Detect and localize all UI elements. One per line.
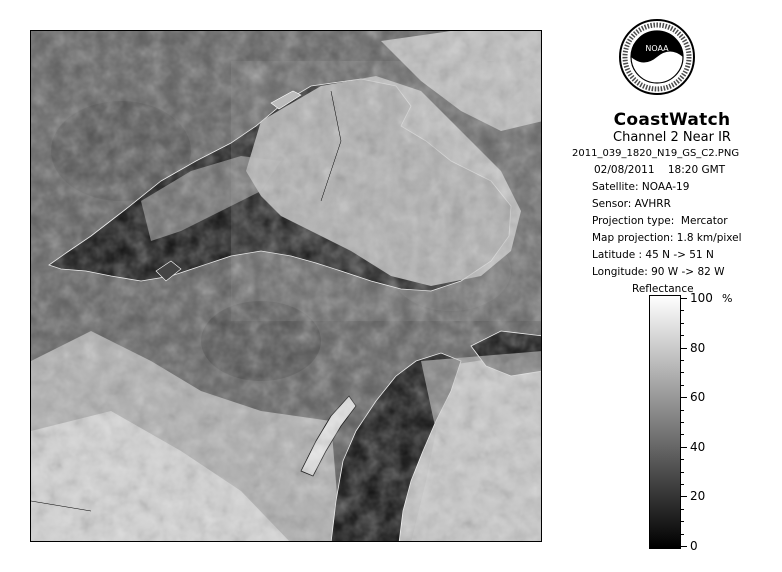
longitude-label: Longitude: 90 W -> 82 W: [592, 266, 725, 278]
colorbar-minor-tick: [681, 372, 684, 373]
colorbar-minor-tick: [681, 484, 684, 485]
colorbar-tick: [681, 546, 687, 547]
filename-label: 2011_039_1820_N19_GS_C2.PNG: [572, 148, 740, 159]
colorbar-minor-tick: [681, 410, 684, 411]
colorbar-tick-label: 20: [690, 489, 706, 504]
colorbar-tick-label: 100: [690, 291, 713, 305]
colorbar-minor-tick: [681, 521, 684, 522]
colorbar-minor-tick: [681, 310, 684, 311]
colorbar-tick: [681, 397, 687, 398]
colorbar-minor-tick: [681, 422, 684, 423]
colorbar-tick-label: 40: [690, 439, 706, 454]
satellite-label: Satellite: NOAA-19: [592, 181, 690, 193]
satellite-map: [30, 30, 542, 542]
colorbar-minor-tick: [681, 385, 684, 386]
colorbar-minor-tick: [681, 335, 684, 336]
colorbar-tick: [681, 496, 687, 497]
app-title: CoastWatch: [613, 110, 731, 130]
latitude-label: Latitude : 45 N -> 51 N: [592, 249, 714, 261]
noaa-logo-icon: [618, 18, 696, 96]
colorbar-minor-tick: [681, 509, 684, 510]
colorbar-minor-tick: [681, 459, 684, 460]
colorbar-minor-tick: [681, 360, 684, 361]
colorbar-tick: [681, 298, 687, 299]
channel-subtitle: Channel 2 Near IR: [613, 130, 731, 145]
satellite-image: [31, 31, 542, 542]
colorbar-minor-tick: [681, 323, 684, 324]
colorbar-title: Reflectance: [632, 283, 694, 295]
reflectance-colorbar: [649, 295, 681, 549]
colorbar-unit: %: [722, 292, 733, 305]
map-projection-label: Map projection: 1.8 km/pixel: [592, 232, 742, 244]
colorbar-tick: [681, 348, 687, 349]
colorbar-minor-tick: [681, 534, 684, 535]
logo-text: NOAA: [645, 44, 669, 53]
colorbar-tick-label: 80: [690, 340, 706, 355]
colorbar-tick-label: 60: [690, 390, 706, 405]
colorbar-minor-tick: [681, 472, 684, 473]
colorbar-minor-tick: [681, 434, 684, 435]
datetime-label: 02/08/2011 18:20 GMT: [594, 164, 726, 176]
projection-type-label: Projection type: Mercator: [592, 215, 728, 227]
colorbar-tick-label: 0: [690, 539, 698, 553]
colorbar-tick: [681, 447, 687, 448]
sensor-label: Sensor: AVHRR: [592, 198, 671, 210]
